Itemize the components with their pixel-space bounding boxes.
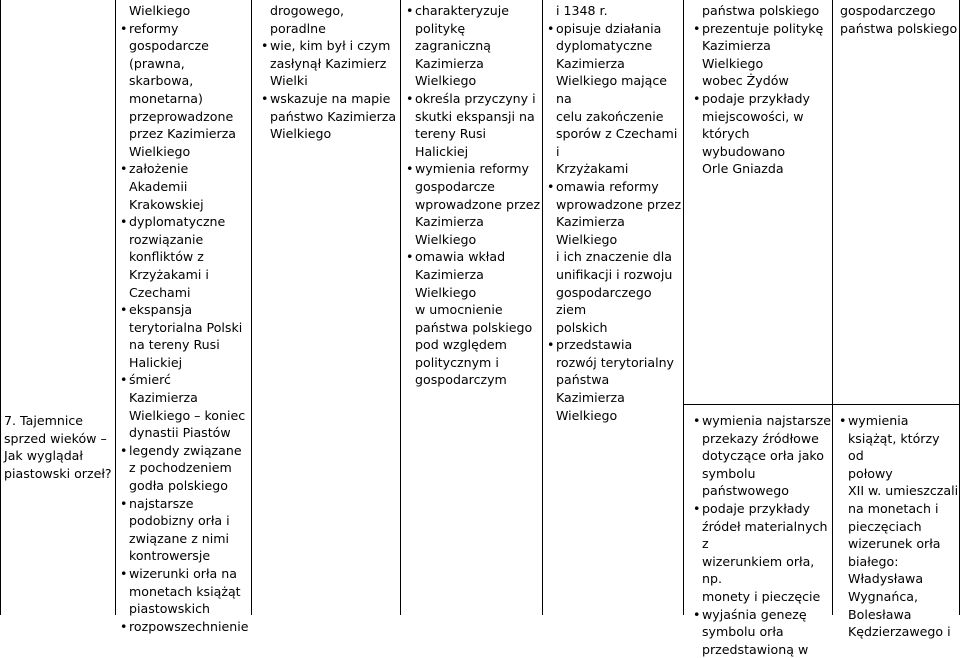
bullet-item: • dyplomatyczne rozwiązanie konfliktów z Krzyżakami i Czechami	[129, 213, 250, 301]
bullet-item: • najstarsze podobizny orła i związane z nimi kontrowersje	[129, 495, 250, 565]
table-border	[683, 0, 684, 615]
text-line: państwa polskiego	[702, 3, 820, 18]
bullet-item: • wie, kim był i czym zasłynął Kazimierz Wielki	[270, 37, 399, 90]
requirements-basic-cell	[258, 2, 399, 615]
lesson-title-cell	[4, 412, 112, 482]
bullet-item: • wskazuje na mapie państwo Kazimierza Wielkiego	[270, 90, 399, 143]
bullet-item: • wizerunki orła na monetach książąt piastowskich	[129, 565, 250, 618]
table-border	[832, 0, 833, 615]
bullet-item: • charakteryzuje politykę zagraniczną Kazimierza Wielkiego	[415, 2, 541, 90]
bullet-item: • założenie Akademii Krakowskiej	[129, 160, 250, 213]
requirements-very-good-cell	[690, 2, 831, 402]
row-divider	[683, 404, 960, 405]
bullet-item: • wymienia najstarsze przekazy źródłowe dotyczące orła jako symbolu państwowego	[702, 412, 831, 500]
bullet-item: • przedstawia rozwój terytorialny państwa Kazimierza Wielkiego	[556, 336, 682, 424]
lesson-title: 7. Tajemnice sprzed wieków – Jak wyglądał piastowski orzeł?	[4, 413, 112, 481]
table-border	[542, 0, 543, 615]
bullet-item: • śmierć Kazimierza Wielkiego – koniec dynastii Piastów	[129, 371, 250, 441]
requirements-intermediate-cell	[405, 2, 541, 615]
bullet-item: • ekspansja terytorialna Polski na tereny Rusi Halickiej	[129, 301, 250, 371]
table-border	[400, 0, 401, 615]
requirements-excellent-cell	[836, 2, 959, 402]
bullet-item: • wymienia książąt, którzy od połowy XII w. umieszczali na monetach i pieczęciach wizerunek orła białego: Władysława Wygnańca, Bolesława Kędzierzawego i	[848, 412, 959, 641]
bullet-item: • wyjaśnia genezę symbolu orła przedstawioną w	[702, 606, 831, 658]
text-line: i 1348 r.	[556, 3, 608, 18]
bullet-item: • reformy gospodarcze (prawna, skarbowa, monetarna) przeprowadzone przez Kazimierza Wielkiego	[129, 20, 250, 161]
orzel-requirements-cell	[690, 412, 831, 657]
bullet-item: • rozpowszechnienie	[129, 618, 250, 636]
requirements-advanced-cell	[546, 2, 682, 615]
bullet-item: • prezentuje politykę Kazimierza Wielkiego wobec Żydów	[702, 20, 831, 90]
table-border	[115, 0, 116, 615]
content-cell	[124, 2, 250, 634]
bullet-item: • omawia reformy wprowadzone przez Kazimierza Wielkiego i ich znaczenie dla unifikacji i rozwoju gospodarczego ziem polskich	[556, 178, 682, 336]
bullet-item: • wymienia reformy gospodarcze wprowadzone przez Kazimierza Wielkiego	[415, 160, 541, 248]
bullet-item: • określa przyczyny i skutki ekspansji na tereny Rusi Halickiej	[415, 90, 541, 160]
orzel-excellent-cell	[836, 412, 959, 640]
text-line: Wielkiego	[129, 3, 191, 18]
table-border	[0, 0, 1, 615]
text-line: drogowego, poradlne	[270, 3, 345, 36]
bullet-item: • podaje przykłady miejscowości, w których wybudowano Orle Gniazda	[702, 90, 831, 178]
bullet-item: • podaje przykłady źródeł materialnych z wizerunkiem orła, np. monety i pieczęcie	[702, 500, 831, 606]
bullet-item: • opisuje działania dyplomatyczne Kazimierza Wielkiego mające na celu zakończenie sporów z Czechami i Krzyżakami	[556, 20, 682, 178]
table-border	[251, 0, 252, 615]
bullet-item: • omawia wkład Kazimierza Wielkiego w umocnienie państwa polskiego pod względem politycznym i gospodarczym	[415, 248, 541, 389]
text-line: gospodarczego państwa polskiego	[840, 3, 958, 36]
bullet-item: • legendy związane z pochodzeniem godła polskiego	[129, 442, 250, 495]
